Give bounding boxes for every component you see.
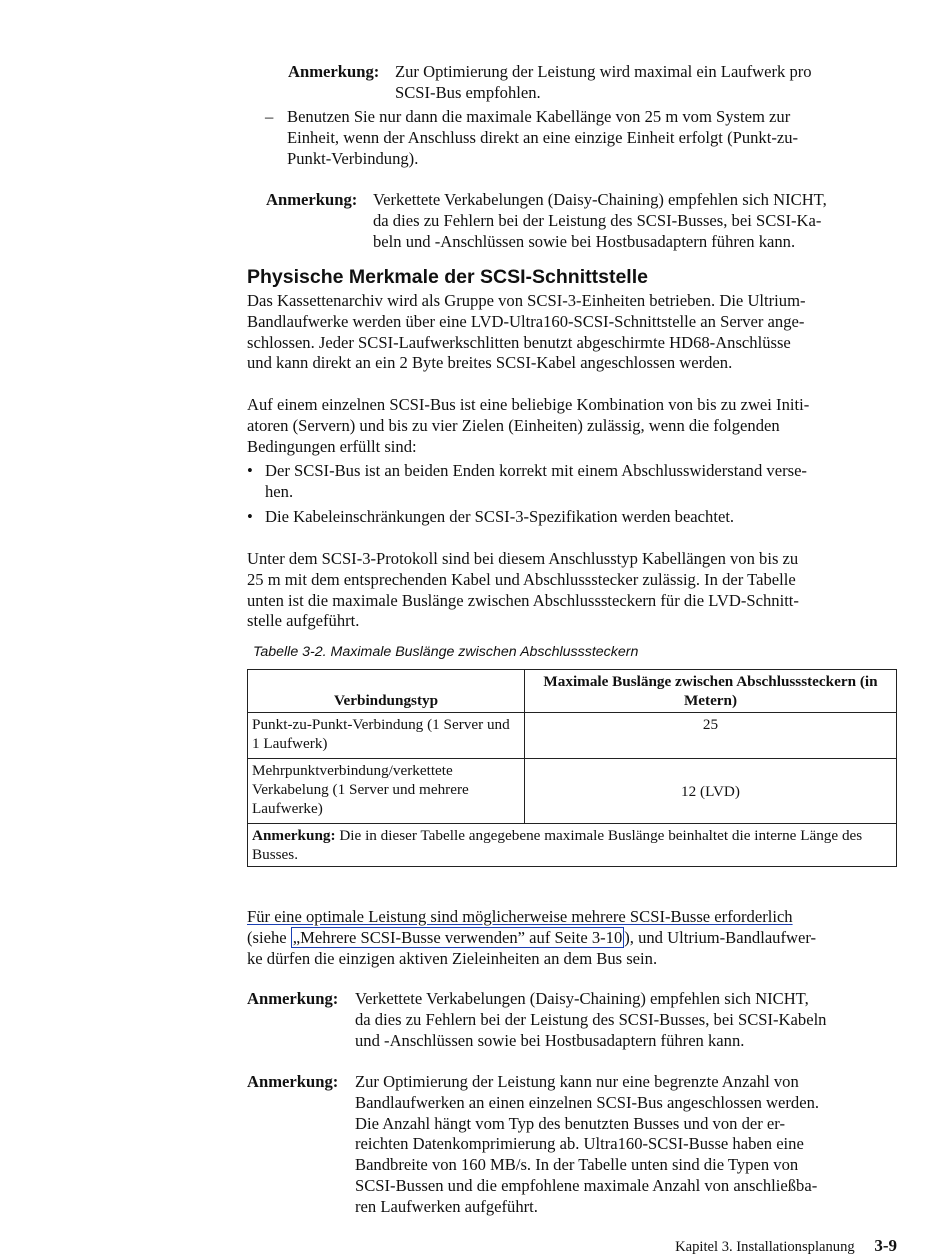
note-line: beln und -Anschlüssen sowie bei Hostbusadaptern führen kann.	[373, 231, 796, 251]
list-item-text	[287, 107, 798, 169]
note-line: da dies zu Fehlern bei der Leistung des SCSI-Busses, bei SCSI-Kabeln	[355, 1009, 827, 1029]
text-line: Bandlaufwerke werden über eine LVD-Ultra160-SCSI-Schnittstelle an Server ange-	[247, 311, 805, 331]
paragraph-bus-combination	[247, 395, 907, 457]
table-note-label: Anmerkung:	[252, 827, 336, 844]
text-line: Benutzen Sie nur dann die maximale Kabellänge von 25 m vom System zur	[287, 107, 791, 126]
table-row	[248, 759, 897, 824]
cross-reference-link[interactable]: „Mehrere SCSI-Busse verwenden” auf Seite 3-10	[292, 927, 623, 947]
bullet-text	[265, 507, 734, 528]
note-line: da dies zu Fehlern bei der Leistung des SCSI-Busses, bei SCSI-Ka-	[373, 210, 822, 230]
table-caption: Tabelle 3-2. Maximale Buslänge zwischen Abschlusssteckern	[253, 644, 639, 660]
note-line: und -Anschlüssen sowie bei Hostbusadaptern führen kann.	[355, 1030, 745, 1050]
paragraph-library-overview	[247, 291, 907, 374]
note-line: Verkettete Verkabelungen (Daisy-Chaining) empfehlen sich NICHT,	[355, 989, 809, 1008]
paragraph-scsi3-protocol	[247, 549, 907, 632]
note-bandwidth	[247, 1072, 907, 1220]
text-line: schlossen. Jeder SCSI-Laufwerkschlitten benutzt abgeschirmte HD68-Anschlüsse	[247, 332, 791, 352]
note-line: SCSI-Bus empfohlen.	[395, 82, 541, 102]
table-row	[248, 713, 897, 759]
note-line: Bandbreite von 160 MB/s. In der Tabelle unten sind die Typen von	[355, 1155, 799, 1175]
section-heading: Physische Merkmale der SCSI-Schnittstelle	[247, 266, 648, 288]
text-line	[247, 928, 912, 949]
note-line: reichten Datenkomprimierung ab. Ultra160-SCSI-Busse haben eine	[355, 1134, 804, 1154]
note-line: Verkettete Verkabelungen (Daisy-Chaining) empfehlen sich NICHT,	[373, 190, 827, 209]
bus-length-table	[247, 669, 897, 867]
text-line: Das Kassettenarchiv wird als Gruppe von SCSI-3-Einheiten betrieben. Die Ultrium-	[247, 291, 806, 310]
table-note-row	[248, 824, 897, 867]
text-segment: (siehe	[247, 927, 291, 947]
note-text	[355, 1072, 819, 1218]
bullet-text	[265, 461, 807, 503]
note-text	[395, 62, 812, 104]
table-note-cell	[248, 824, 897, 867]
footer-chapter: Kapitel 3. Installationsplanung	[675, 1239, 855, 1255]
note-daisy-chaining-1	[266, 190, 906, 254]
paragraph-multiple-buses	[247, 907, 912, 969]
text-line: Auf einem einzelnen SCSI-Bus ist eine beliebige Kombination von bis zu zwei Initi-	[247, 395, 810, 414]
table-note-text: Die in dieser Tabelle angegebene maximale Buslänge beinhaltet die interne Länge des Busses.	[252, 827, 863, 863]
note-line: Zur Optimierung der Leistung kann nur eine begrenzte Anzahl von	[355, 1072, 799, 1091]
note-label: Anmerkung:	[266, 190, 358, 209]
column-header-max-length: Maximale Buslänge zwischen Abschlusssteckern (in Metern)	[525, 670, 897, 713]
text-line: Punkt-Verbindung).	[287, 148, 419, 168]
cell-connection-type: Mehrpunktverbindung/verkettete Verkabelung (1 Server und mehrere Laufwerke)	[248, 759, 525, 824]
text-line: Einheit, wenn der Anschluss direkt an eine einzige Einheit erfolgt (Punkt-zu-	[287, 127, 799, 147]
text-line: stelle aufgeführt.	[247, 611, 360, 631]
note-line: SCSI-Bussen und die empfohlene maximale Anzahl von anschließba-	[355, 1175, 818, 1195]
text-line: ke dürfen die einzigen aktiven Zieleinheiten an dem Bus sein.	[247, 948, 658, 968]
note-line: Bandlaufwerken an einen einzelnen SCSI-Bus angeschlossen werden.	[355, 1092, 820, 1112]
dash-marker: –	[265, 107, 274, 126]
text-segment: ), und Ultrium-Bandlaufwer-	[624, 927, 817, 947]
note-line: Die Anzahl hängt vom Typ des benutzten Busses und von der er-	[355, 1113, 786, 1133]
note-line: ren Laufwerken aufgeführt.	[355, 1196, 538, 1216]
note-label: Anmerkung:	[247, 1072, 339, 1091]
note-label: Anmerkung:	[247, 989, 339, 1008]
cell-connection-type: Punkt-zu-Punkt-Verbindung (1 Server und 1 Laufwerk)	[248, 713, 525, 759]
text-line: Der SCSI-Bus ist an beiden Enden korrekt mit einem Abschlusswiderstand verse-	[265, 461, 807, 480]
text-line: hen.	[265, 481, 294, 501]
text-line: unten ist die maximale Buslänge zwischen Abschlusssteckern für die LVD-Schnitt-	[247, 590, 799, 610]
text-line: 25 m mit dem entsprechenden Kabel und Abschlussstecker zulässig. In der Tabelle	[247, 569, 796, 589]
bullet-item	[247, 507, 907, 529]
text-line: Unter dem SCSI-3-Protokoll sind bei diesem Anschlusstyp Kabellängen von bis zu	[247, 549, 799, 568]
bullet-marker: •	[247, 461, 253, 480]
text-line	[247, 907, 912, 928]
text-line: und kann direkt an ein 2 Byte breites SCSI-Kabel angeschlossen werden.	[247, 353, 733, 373]
page-number: 3-9	[874, 1236, 897, 1255]
list-item-max-cable-length	[265, 107, 905, 171]
note-text	[373, 190, 827, 252]
column-header-connection-type: Verbindungstyp	[248, 670, 525, 713]
text-line: Bedingungen erfüllt sind:	[247, 436, 417, 456]
table-header-row	[248, 670, 897, 713]
text-line: Die Kabeleinschränkungen der SCSI-3-Spezifikation werden beachtet.	[265, 507, 735, 526]
note-label: Anmerkung:	[288, 62, 380, 81]
cell-max-length: 25	[525, 713, 897, 759]
note-line: Zur Optimierung der Leistung wird maximal ein Laufwerk pro	[395, 62, 812, 81]
bullet-item	[247, 461, 907, 505]
page-footer	[675, 1236, 897, 1257]
cell-max-length: 12 (LVD)	[525, 759, 897, 824]
text-segment: Für eine optimale Leistung sind möglicherweise mehrere SCSI-Busse erforderlich	[247, 907, 793, 926]
bullet-marker: •	[247, 507, 253, 526]
text-line: atoren (Servern) und bis zu vier Zielen (Einheiten) zulässig, wenn die folgenden	[247, 415, 780, 435]
note-one-drive-per-bus	[288, 62, 898, 104]
note-daisy-chaining-2	[247, 989, 907, 1053]
note-text	[355, 989, 826, 1051]
